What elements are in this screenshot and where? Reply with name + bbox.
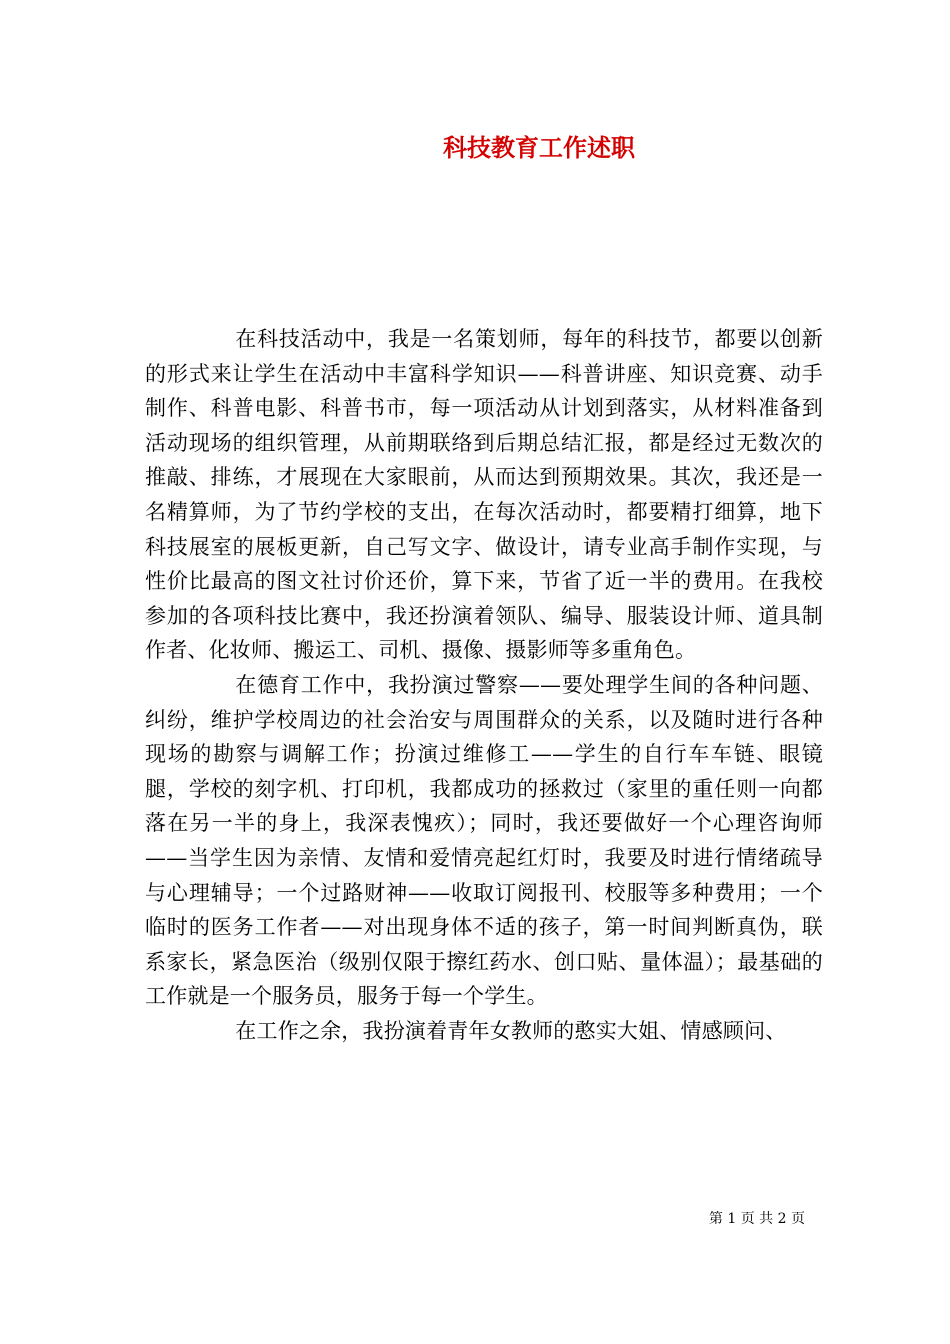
paragraph-2: 在德育工作中，我扮演过警察——要处理学生间的各种问题、纠纷，维护学校周边的社会治安与周围群众的关系，以及随时进行各种现场的勘察与调解工作；扮演过维修工——学生的自行车车链、眼镜腿，学校的刻字机、打印机，我都成功的拯救过（家里的重任则一向都落在另一半的身上，我深表愧疚）；同时，我还要做好一个心理咨询师——当学生因为亲情、友情和爱情亮起红灯时，我要及时进行情绪疏导与心理辅导；一个过路财神——收取订阅报刊、校服等多种费用；一个临时的医务工作者——对出现身体不适的孩子，第一时间判断真伪，联系家长，紧急医治（级别仅限于擦红药水、创口贴、量体温）；最基础的工作就是一个服务员，服务于每一个学生。 — [145, 672, 823, 1009]
page-number-footer: 第 1 页 共 2 页 — [708, 1211, 805, 1227]
paragraph-1: 在科技活动中，我是一名策划师，每年的科技节，都要以创新的形式来让学生在活动中丰富科学知识——科普讲座、知识竞赛、动手制作、科普电影、科普书市，每一项活动从计划到落实，从材料准备到活动现场的组织管理，从前期联络到后期总结汇报，都是经过无数次的推敲、排练，才展现在大家眼前，从而达到预期效果。其次，我还是一名精算师，为了节约学校的支出，在每次活动时，都要精打细算，地下科技展室的展板更新，自己写文字、做设计，请专业高手制作实现，与性价比最高的图文社讨价还价，算下来，节省了近一半的费用。在我校参加的各项科技比赛中，我还扮演着领队、编导、服装设计师、道具制作者、化妆师、搬运工、司机、摄像、摄影师等多重角色。 — [145, 327, 823, 663]
paragraph-3: 在工作之余，我扮演着青年女教师的憨实大姐、情感顾问、 — [235, 1018, 787, 1043]
document-body — [145, 322, 823, 1048]
document-title: 科技教育工作述职 — [443, 133, 635, 162]
